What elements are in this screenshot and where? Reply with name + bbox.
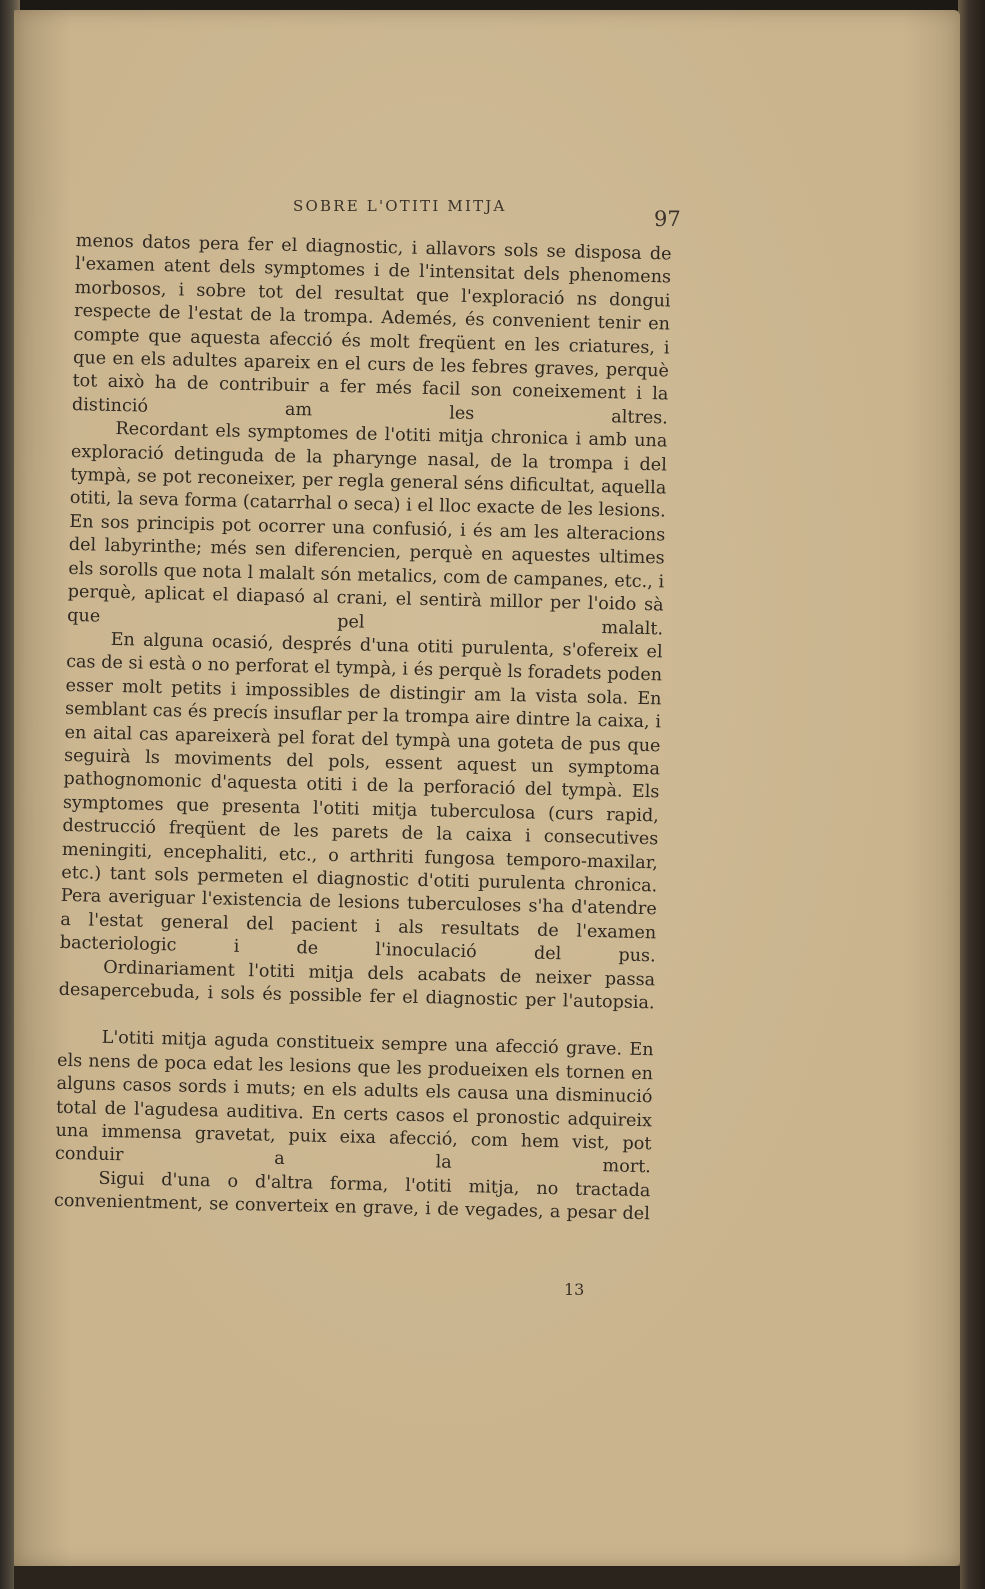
body-text — [54, 230, 672, 1227]
running-header: SOBRE L'OTITI MITJA — [293, 197, 507, 215]
paragraph: Recordant els symptomes de l'otiti mitja chronica i amb una exploració detinguda de la pharynge nasal, de la trompa i del tympà, se pot reconeixer, per regla general séns dificultat, aquella otiti, la seva forma (catarrhal o seca) i el lloc exacte de les lesions. En sos principis pot ocorrer una confusió, i és am les alteracions del labyrinthe; més sen diferencien, perquè en aquestes ultimes els sorolls que nota l malalt són metalics, com de campanes, etc., i perquè, aplicat el diapasó al crani, el sentirà millor per l'oido sà que pel malalt. — [67, 419, 668, 639]
paragraph: L'otiti mitja aguda constitueix sempre una afecció grave. En els nens de poca edat les lesions que les produeixen els tornen en alguns casos sords i muts; en els adults els causa una disminució total de l'agudesa auditiva. En certs casos el pronostic adquireix una immensa gravetat, puix eixa afecció, com hem vist, pot conduir a la mort. — [54, 1028, 654, 1178]
paragraph: Ordinariament l'otiti mitja dels acabats de neixer passa desapercebuda, i sols és possible fer el diagnostic per l'autopsia. — [58, 957, 656, 1014]
page-right-edge — [958, 0, 985, 1589]
paragraph: En alguna ocasió, després d'una otiti purulenta, s'ofereix el cas de si està o no perforat el tympà, i és perquè ls foradets poden esser molt petits i impossibles de distingir am la vista sola. En semblant cas és precís insuflar per la trompa aire dintre la caixa, i en aital cas apareixerà pel forat del tympà una goteta de pus que seguirà ls moviments del pols, essent aquest un symptoma pathognomonic d'aquesta otiti i de la perforació del tympà. Els symptomes que presenta l'otiti mitja tuberculosa (curs rapid, destrucció freqüent de les parets de la caixa i consecutives meningiti, encephaliti, etc., o arthriti fungosa temporo-maxilar, etc.) tant sols permeten el diagnostic d'otiti purulenta chronica. Pera averiguar l'existencia de lesions tuberculoses s'ha d'atendre a l'estat general del pacient i als resultats de l'examen bacteriologic i de l'inoculació del pus. — [59, 629, 663, 967]
page-number: 97 — [654, 207, 681, 231]
paragraph: Sigui d'una o d'altra forma, l'otiti mitja, no tractada convenientment, se converteix en grave, i de vegades, a pesar del — [53, 1168, 651, 1225]
paragraph: menos datos pera fer el diagnostic, i allavors sols se disposa de l'examen atent dels symptomes i de l'intensitat dels phenomens morbosos, i sobre tot del resultat que l'exploració ns dongui respecte de l'estat de la trompa. Ademés, és convenient tenir en compte que aquesta afecció és molt freqüent en les criatures, i que en els adultes apareix en el curs de les febres graves, perquè tot això ha de contribuir a fer més facil son coneixement i la distinció am les altres. — [71, 230, 672, 429]
page-bottom-edge — [14, 1566, 960, 1589]
signature-mark: 13 — [564, 1280, 585, 1299]
